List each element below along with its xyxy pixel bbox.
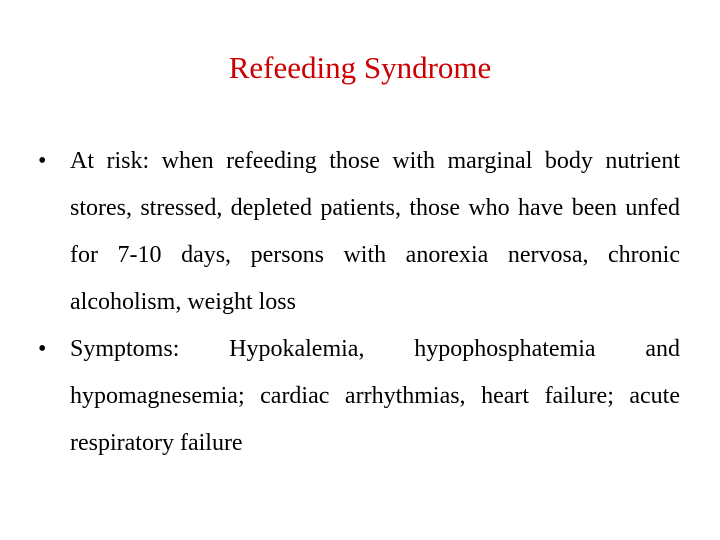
slide-title: Refeeding Syndrome xyxy=(228,50,492,85)
bullet-list xyxy=(32,138,680,467)
bullet-text-at-risk: At risk: when refeeding those with marginal body nutrient stores, stressed, depleted patients, those who have been unfed for 7-10 days, persons with anorexia nervosa, chronic alcoholism, weight loss xyxy=(70,148,680,315)
bullet-item-symptoms xyxy=(32,326,680,467)
bullet-item-at-risk xyxy=(32,138,680,326)
bullet-point-icon: • xyxy=(38,148,47,174)
bullet-point-icon: • xyxy=(38,336,47,362)
bullet-text-symptoms: Symptoms: Hypokalemia, hypophosphatemia and hypomagnesemia; cardiac arrhythmias, heart failure; acute respiratory failure xyxy=(70,336,680,456)
